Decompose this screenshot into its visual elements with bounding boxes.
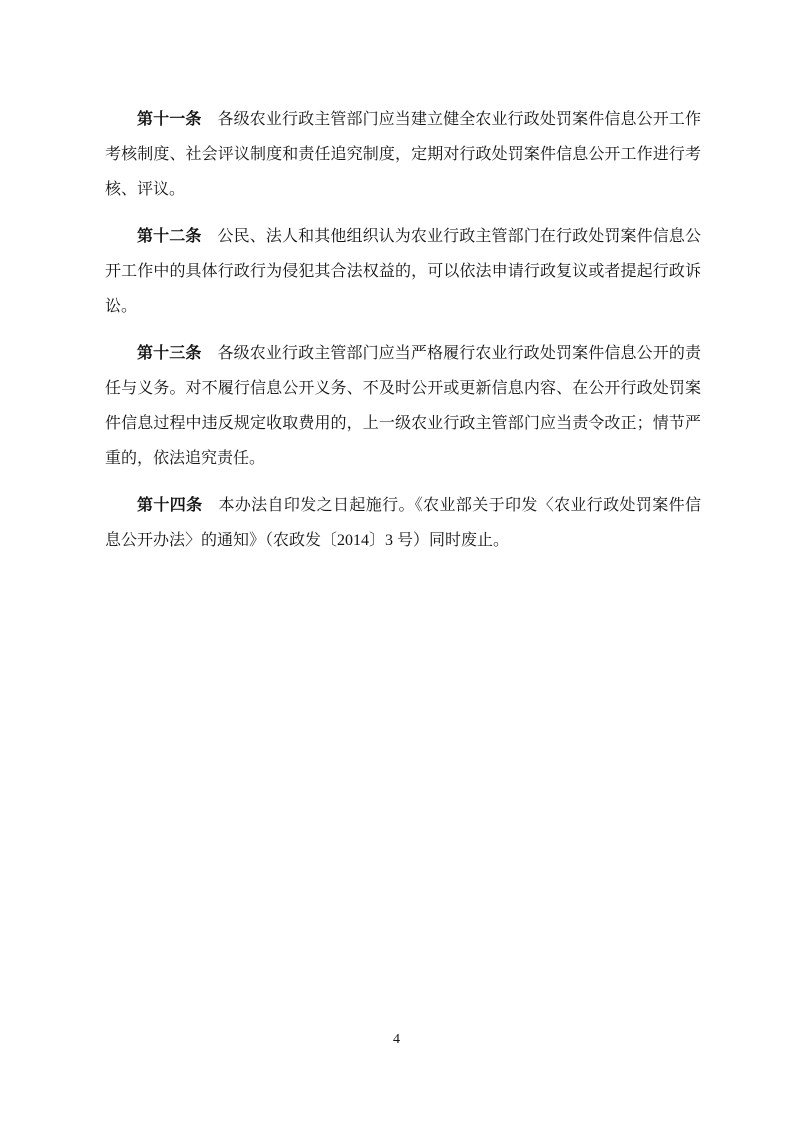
paragraph-article-11 [105,102,701,207]
page-number: 4 [393,1032,400,1047]
article-13-number: 第十三条 [137,345,202,362]
article-14-text: 本办法自印发之日起施行。《农业部关于印发〈农业行政处罚案件信息公开办法〉的通知》（农政发〔2014〕3 号）同时废止。 [105,497,701,549]
article-11-number: 第十一条 [137,111,202,128]
article-14-number: 第十四条 [137,497,203,514]
article-13-text: 各级农业行政主管部门应当严格履行农业行政处罚案件信息公开的责任与义务。对不履行信息公开义务、不及时公开或更新信息内容、在公开行政处罚案件信息过程中违反规定收取费用的，上一级农业行政主管部门应当责令改正；情节严重的，依法追究责任。 [105,345,701,467]
paragraph-article-14 [105,488,701,558]
paragraph-article-13 [105,336,701,476]
article-12-text: 公民、法人和其他组织认为农业行政主管部门在行政处罚案件信息公开工作中的具体行政行为侵犯其合法权益的，可以依法申请行政复议或者提起行政诉讼。 [105,228,701,315]
paragraph-article-12 [105,219,701,324]
article-12-number: 第十二条 [137,228,202,245]
article-11-text: 各级农业行政主管部门应当建立健全农业行政处罚案件信息公开工作考核制度、社会评议制度和责任追究制度，定期对行政处罚案件信息公开工作进行考核、评议。 [105,111,701,198]
document-body [105,102,701,570]
